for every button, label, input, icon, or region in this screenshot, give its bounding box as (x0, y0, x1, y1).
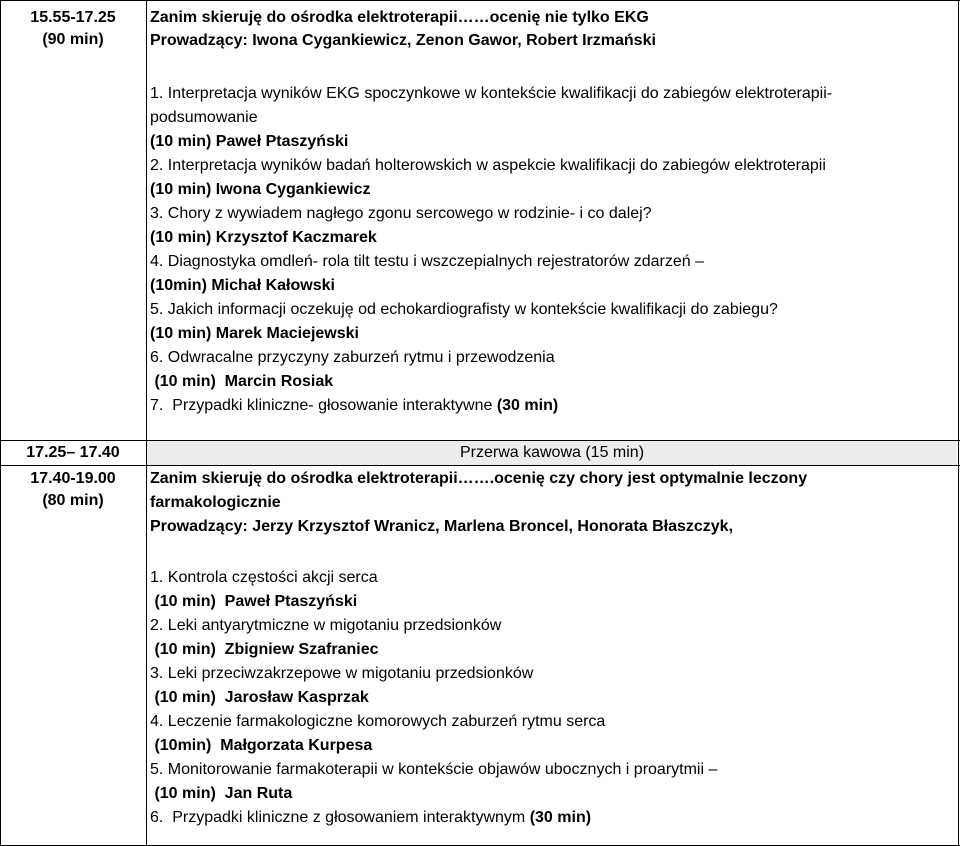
block2-title-cont: farmakologicznie (150, 494, 281, 511)
block2-duration: (80 min) (42, 492, 104, 509)
block1-duration: (90 min) (42, 31, 104, 48)
block2-item-3-speaker: (10 min) Jarosław Kasprzak (150, 689, 369, 706)
block2-item-1-title: 1. Kontrola częstości akcji serca (150, 569, 378, 586)
block2-leaders: Prowadzący: Jerzy Krzysztof Wranicz, Marlena Broncel, Honorata Błaszczyk, (150, 518, 734, 535)
block2-time-cell (0, 468, 146, 512)
block2-content (150, 467, 950, 830)
row-divider (0, 465, 960, 466)
break-time: 17.25– 17.40 (26, 444, 120, 461)
block1-item-1-title: 1. Interpretacja wyników EKG spoczynkowe w kontekście kwalifikacji do zabiegów elektroterapii- (150, 85, 833, 102)
block2-title: Zanim skieruję do ośrodka elektroterapii…….ocenię czy chory jest optymalnie leczony (150, 470, 808, 487)
block1-item-7-title: 7. Przypadki kliniczne- głosowanie interaktywne (150, 397, 497, 414)
block1-item-4-title: 4. Diagnostyka omdleń- rola tilt testu i wszczepialnych rejestratorów zdarzeń – (150, 253, 705, 270)
block1-item-5-speaker: (10 min) Marek Maciejewski (150, 325, 359, 342)
break-duration: (15 min) (585, 444, 645, 461)
block1-title: Zanim skieruję do ośrodka elektroterapii……ocenię nie tylko EKG (150, 9, 649, 26)
table-border-left (0, 0, 1, 846)
block2-item-4-speaker: (10min) Małgorzata Kurpesa (150, 737, 373, 754)
block1-item-3-speaker: (10 min) Krzysztof Kaczmarek (150, 229, 377, 246)
block1-item-1-speaker: (10 min) Paweł Ptaszyński (150, 133, 349, 150)
block1-content (150, 6, 950, 418)
table-border-right (958, 0, 959, 846)
block2-item-6 (150, 806, 950, 830)
block1-time-cell (0, 7, 146, 51)
block1-item-7-duration: (30 min) (496, 397, 559, 414)
block1-item-2-speaker: (10 min) Iwona Cygankiewicz (150, 181, 371, 198)
column-divider (146, 0, 147, 846)
block1-item-7 (150, 394, 950, 418)
block2-item-2-speaker: (10 min) Zbigniew Szafraniec (150, 641, 379, 658)
block1-time: 15.55-17.25 (30, 9, 116, 26)
block1-item-1-title-cont: podsumowanie (150, 109, 258, 126)
block2-item-4-title: 4. Leczenie farmakologiczne komorowych zaburzeń rytmu serca (150, 713, 606, 730)
block1-item-3-title: 3. Chory z wywiadem nagłego zgonu sercowego w rodzinie- i co dalej? (150, 205, 652, 222)
block2-item-6-duration: (30 min) (529, 809, 592, 826)
block2-item-6-title: 6. Przypadki kliniczne z głosowaniem interaktywnym (150, 809, 530, 826)
block1-item-6-speaker: (10 min) Marcin Rosiak (150, 373, 334, 390)
break-label-cell (147, 441, 957, 465)
block2-item-3-title: 3. Leki przeciwzakrzepowe w migotaniu przedsionków (150, 665, 534, 682)
block2-item-5-title: 5. Monitorowanie farmakoterapii w kontekście objawów ubocznych i proarytmii – (150, 761, 718, 778)
block2-item-2-title: 2. Leki antyarytmiczne w migotaniu przedsionków (150, 617, 502, 634)
block1-item-6-title: 6. Odwracalne przyczyny zaburzeń rytmu i przewodzenia (150, 349, 555, 366)
block2-item-1-speaker: (10 min) Paweł Ptaszyński (150, 593, 358, 610)
table-border-top (0, 0, 960, 1)
block1-item-2-title: 2. Interpretacja wyników badań holterowskich w aspekcie kwalifikacji do zabiegów elektroterapii (150, 157, 826, 174)
break-label: Przerwa kawowa (459, 444, 586, 461)
block2-item-5-speaker: (10 min) Jan Ruta (150, 785, 293, 802)
block1-item-4-speaker: (10min) Michał Kałowski (150, 277, 335, 294)
block1-item-5-title: 5. Jakich informacji oczekuję od echokardiografisty w kontekście kwalifikacji do zabiegu? (150, 301, 778, 318)
block1-leaders: Prowadzący: Iwona Cygankiewicz, Zenon Gawor, Robert Irzmański (150, 32, 656, 49)
block2-time: 17.40-19.00 (30, 470, 116, 487)
